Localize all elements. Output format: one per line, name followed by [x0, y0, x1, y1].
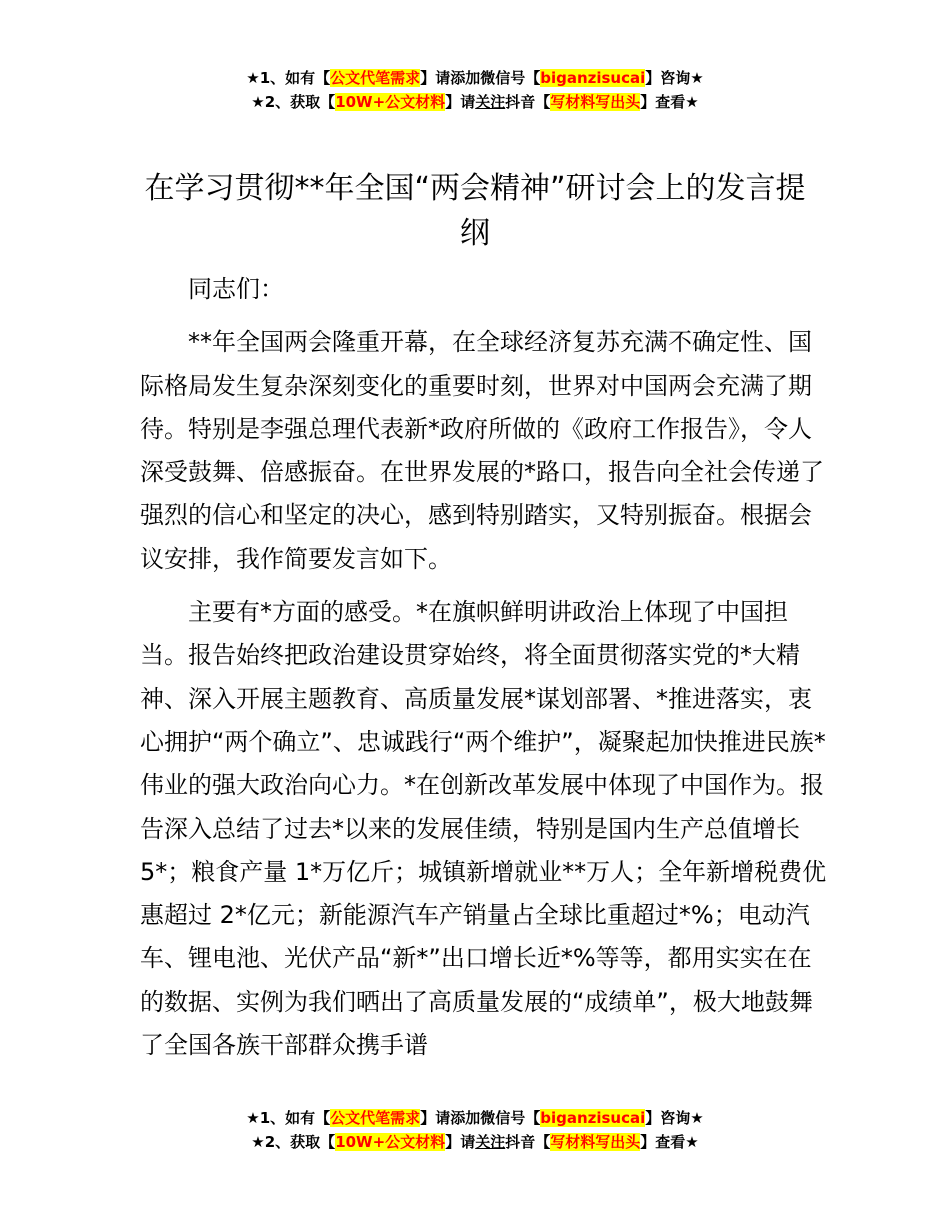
banner-text: 】查看★	[640, 1133, 699, 1151]
banner-highlight: 公文代笔需求	[330, 1109, 421, 1127]
banner-highlight-wechat: biganzisucai	[540, 69, 646, 87]
banner-line-1	[0, 66, 950, 90]
banner-highlight-douyin: 写材料写出头	[550, 1133, 641, 1151]
banner-text: ★2、获取【	[251, 93, 336, 111]
banner-underlined-text: 关注	[475, 93, 506, 111]
banner-highlight-douyin: 写材料写出头	[550, 93, 641, 111]
document-body	[140, 268, 830, 1067]
banner-line-2	[0, 1130, 950, 1154]
paragraph: **年全国两会隆重开幕，在全球经济复苏充满不确定性、国际格局发生复杂深刻变化的重要时刻，世界对中国两会充满了期待。特别是李强总理代表新*政府所做的《政府工作报告》，令人深受鼓舞、倍感振奋。在世界发展的*路口，报告向全社会传递了强烈的信心和坚定的决心，感到特别踏实，又特别振奋。根据会议安排，我作简要发言如下。	[140, 328, 824, 573]
banner-text: 抖音【	[505, 93, 551, 111]
banner-text: 】咨询★	[645, 1109, 704, 1127]
banner-highlight-wechat: biganzisucai	[540, 1109, 646, 1127]
document-title: 在学习贯彻**年全国“两会精神”研讨会上的发言提纲	[144, 171, 806, 251]
banner-highlight: 公文代笔需求	[330, 69, 421, 87]
banner-text: 】请	[445, 93, 476, 111]
banner-text: ★1、如有【	[246, 69, 331, 87]
footer-banner	[0, 1106, 950, 1154]
banner-text: ★1、如有【	[246, 1109, 331, 1127]
banner-line-2	[0, 90, 950, 114]
banner-highlight: 10W+公文材料	[335, 93, 446, 111]
greeting: 同志们：	[188, 275, 284, 303]
banner-underlined-text: 关注	[475, 1133, 506, 1151]
banner-text: 】请添加微信号【	[420, 1109, 541, 1127]
banner-line-1	[0, 1106, 950, 1130]
paragraph: 主要有*方面的感受。*在旗帜鲜明讲政治上体现了中国担当。报告始终把政治建设贯穿始终，将全面贯彻落实党的*大精神、深入开展主题教育、高质量发展*谋划部署、*推进落实，衷心拥护“两个确立”、忠诚践行“两个维护”，凝聚起加快推进民族*伟业的强大政治向心力。*在创新改革发展中体现了中国作为。报告深入总结了过去*以来的发展佳绩，特别是国内生产总值增长 5*；粮食产量 1*万亿斤；城镇新增就业**万人；全年新增税费优惠超过 2*亿元；新能源汽车产销量占全球比重超过*%；电动汽车、锂电池、光伏产品“新*”出口增长近*%等等，都用实实在在的数据、实例为我们晒出了高质量发展的“成绩单”，极大地鼓舞了全国各族干部群众携手谱	[140, 598, 827, 1060]
header-banner	[0, 66, 950, 114]
banner-text: 】请	[445, 1133, 476, 1151]
banner-text: 抖音【	[505, 1133, 551, 1151]
banner-text: 】查看★	[640, 93, 699, 111]
banner-text: ★2、获取【	[251, 1133, 336, 1151]
banner-text: 】咨询★	[645, 69, 704, 87]
banner-text: 】请添加微信号【	[420, 69, 541, 87]
banner-highlight: 10W+公文材料	[335, 1133, 446, 1151]
